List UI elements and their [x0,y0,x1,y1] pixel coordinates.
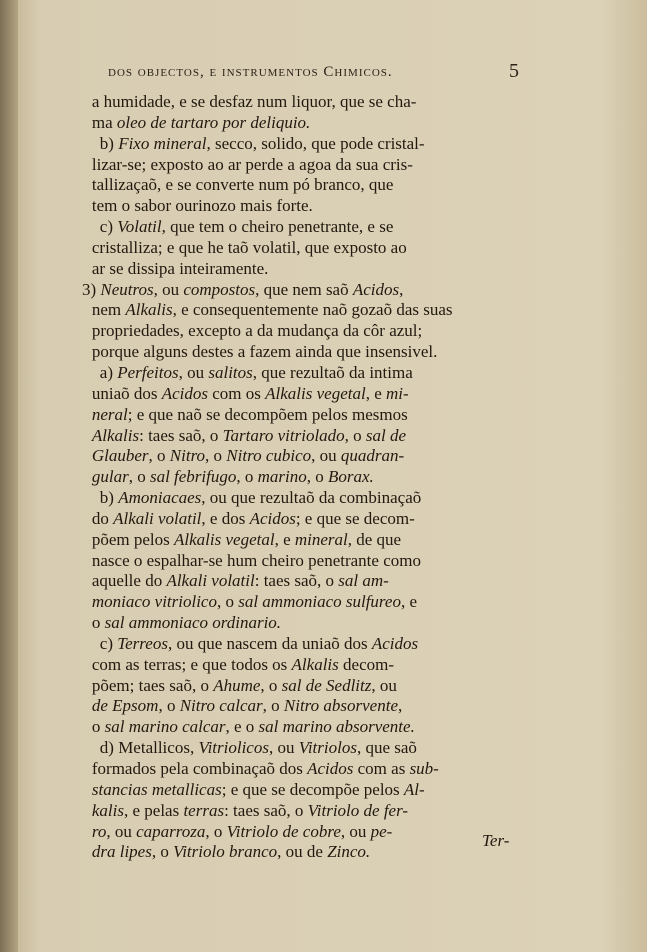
text-line [80,384,535,405]
text: com as [353,759,410,778]
text: tallizaçaõ, e se converte num pó branco, que [91,175,394,195]
italic-text: Alkalis [125,300,173,320]
italic-text: Alkali volatil [166,571,255,591]
text: ; e que se decompõe pelos [221,779,404,799]
text: , e [365,383,387,403]
text: , que nem saõ [255,279,353,299]
text-line [80,780,535,801]
text: , ou [178,362,209,382]
italic-text: Tartaro vitriolado [222,425,345,445]
text: porque alguns destes a fazem ainda que insensivel. [91,342,438,362]
italic-text: Al- [403,779,425,799]
text-line [80,342,535,363]
italic-text: Amoniacaes [118,488,202,508]
text-line [80,592,535,613]
italic-text: Nitro absorvente [283,696,398,716]
italic-text: Perfeitos [117,362,179,382]
italic-text: Terreos [117,633,168,653]
text: nasce o espalhar-se hum cheiro penetrante como [91,550,421,570]
text: a) [99,362,118,382]
text: , e [274,529,295,549]
italic-text: sal ammoniaco ordinario. [104,613,282,633]
page-spine-shadow [0,0,18,952]
text: com os [208,383,266,403]
italic-text: Volatil [117,217,162,237]
text: , o [128,467,150,487]
italic-text: marino [257,467,307,487]
text-line [80,696,535,717]
text: ar se dissipa inteiramente. [91,258,269,278]
italic-text: de Epsom [91,696,159,716]
text-line [80,613,535,634]
text: : taes saõ, o [139,425,223,445]
italic-text: mi- [386,383,409,403]
text: , o [262,696,284,716]
text-line [80,155,535,176]
text-line [80,405,535,426]
italic-text: stancias metallicas [91,779,222,799]
text: , ou [106,821,137,841]
text-line [80,571,535,592]
italic-text: oleo de tartaro por deliquio. [116,112,311,132]
text: cristalliza; e que he taõ volatil, que exposto ao [91,237,407,257]
text: o [91,717,105,737]
text: , o [205,821,227,841]
text: com as terras; e que todos os [91,654,292,674]
text-line [80,509,535,530]
text-line [80,92,535,113]
text: , de que [347,529,402,549]
text: , ou de [277,842,328,862]
text: , e pelas [123,800,184,820]
text-line [80,446,535,467]
text: b) [99,488,119,508]
text: : taes saõ, o [254,571,339,591]
italic-text: Alkali volatil [113,508,202,528]
text: , e o [225,717,259,737]
page-number: 5 [509,60,520,82]
text-line [80,842,535,863]
text: , o [236,467,258,487]
italic-text: Ahume [213,675,261,695]
italic-text: terras [183,800,225,820]
text: : taes saõ, o [224,800,308,820]
text: , o [260,675,282,695]
italic-text: sub- [409,759,439,778]
text: lizar-se; exposto ao ar perde a agoa da sua cris- [91,154,413,174]
text: tem o sabor ourinozo mais forte. [91,196,313,216]
text-line [80,217,535,238]
text-line [80,196,535,217]
text: , ou [153,279,184,299]
italic-text: Vitriolos [298,738,357,758]
italic-text: salitos [208,362,253,382]
italic-text: sal febrifugo [149,467,237,487]
text-line [80,300,535,321]
text: , que tem o cheiro penetrante, e se [161,217,394,237]
italic-text: sal marino calcar [104,717,226,737]
text-line [80,175,535,196]
text-line [80,759,535,780]
text: , o [306,467,328,487]
text: formados pela combinaçaõ dos [91,759,308,778]
italic-text: pe- [370,821,393,841]
text-line [80,113,535,134]
text: põem pelos [91,529,175,549]
text: , que saõ [356,738,417,758]
italic-text: dra lipes [91,842,152,862]
text-line [80,238,535,259]
text: , ou [340,821,371,841]
text: c) [99,217,118,237]
text-line [80,426,535,447]
italic-text: compostos [183,279,256,299]
italic-text: mineral [294,529,348,549]
text: , o [344,425,366,445]
text: , secco, solido, que pode cristal- [206,133,425,153]
body-text [80,92,540,863]
text-line [80,530,535,551]
text: ; e que naõ se decompõem pelos mesmos [127,404,408,424]
italic-text: Acidos [371,633,419,653]
text: ; e que se decom- [295,508,415,528]
text-line [80,488,535,509]
italic-text: ro [91,821,107,841]
catchword: Ter- [482,831,510,850]
italic-text: Zinco. [327,842,371,862]
text: 3) [81,279,101,299]
text: a humidade, e se desfaz num liquor, que se cha- [91,92,417,111]
text: , o [158,696,180,716]
text: d) Metallicos, [99,738,199,758]
italic-text: kalis [91,800,124,820]
italic-text: sal de [365,425,407,445]
text-line [80,259,535,280]
text-line [80,280,535,301]
text-line [80,134,535,155]
italic-text: Acidos [352,279,400,299]
running-header [108,60,528,86]
text: propriedades, excepto a da mudança da côr azul; [91,321,423,341]
italic-text: Borax. [327,467,374,487]
text-line [80,634,535,655]
text-line [80,321,535,342]
italic-text: sal de Sedlitz [281,675,372,695]
italic-text: Acidos [307,759,354,778]
italic-text: sal marino absorvente. [258,717,415,737]
text: , [399,279,404,299]
italic-text: sal am- [338,571,389,591]
italic-text: sal ammoniaco sulfureo [238,592,401,612]
text-line [80,738,535,759]
italic-text: Nitro [169,446,206,466]
italic-text: Glauber [91,446,149,466]
running-title: dos objectos, e instrumentos Chimicos. [108,64,393,80]
italic-text: Vitriolo branco [173,842,278,862]
text: decom- [338,654,395,674]
text: , ou [371,675,397,695]
italic-text: Acidos [249,508,296,528]
text-line [80,676,535,697]
text-line [80,363,535,384]
text: , o [148,446,170,466]
text: , e dos [201,508,250,528]
italic-text: Vitriolo de cobre [226,821,341,841]
text-line [80,467,535,488]
text-line [80,551,535,572]
text: , [397,696,403,716]
text: b) [99,133,119,153]
italic-text: moniaco vitriolico [91,592,217,612]
text-line [80,822,535,843]
text-line [80,717,535,738]
text: , o [205,446,227,466]
italic-text: quadran- [340,446,405,466]
text: ma [91,112,117,132]
text: uniaõ dos [91,383,162,403]
text-line [80,655,535,676]
text: o [91,613,105,633]
italic-text: Fixo mineral [118,133,207,153]
text: , ou [311,446,341,466]
italic-text: Alkalis [291,654,339,674]
italic-text: Vitriolo de fer- [307,800,409,820]
text: , ou [268,738,299,758]
text: , e [400,592,418,612]
text: , e consequentemente naõ gozaõ das suas [172,300,453,320]
italic-text: Neutros [100,279,154,299]
italic-text: Alkalis vegetal [265,383,366,403]
text: nem [91,300,126,320]
italic-text: Alkalis vegetal [174,529,275,549]
text: , o [151,842,174,862]
text: , ou que nascem da uniaõ dos [167,633,372,653]
italic-text: gular [91,467,129,487]
italic-text: Acidos [161,383,209,403]
text: c) [99,633,118,653]
text: , ou que rezultaõ da combinaçaõ [201,488,422,508]
text: , o [216,592,239,612]
text: , que rezultaõ da intima [252,362,413,382]
italic-text: Nitro cubico [226,446,312,466]
text: do [91,508,114,528]
italic-text: Vitriolicos [198,738,269,758]
text: aquelle do [91,571,167,591]
text: põem; taes saõ, o [91,675,214,695]
text-line [80,801,535,822]
italic-text: Nitro calcar [179,696,263,716]
italic-text: Alkalis [91,425,140,445]
italic-text: caparroza [136,821,206,841]
italic-text: neral [91,404,128,424]
